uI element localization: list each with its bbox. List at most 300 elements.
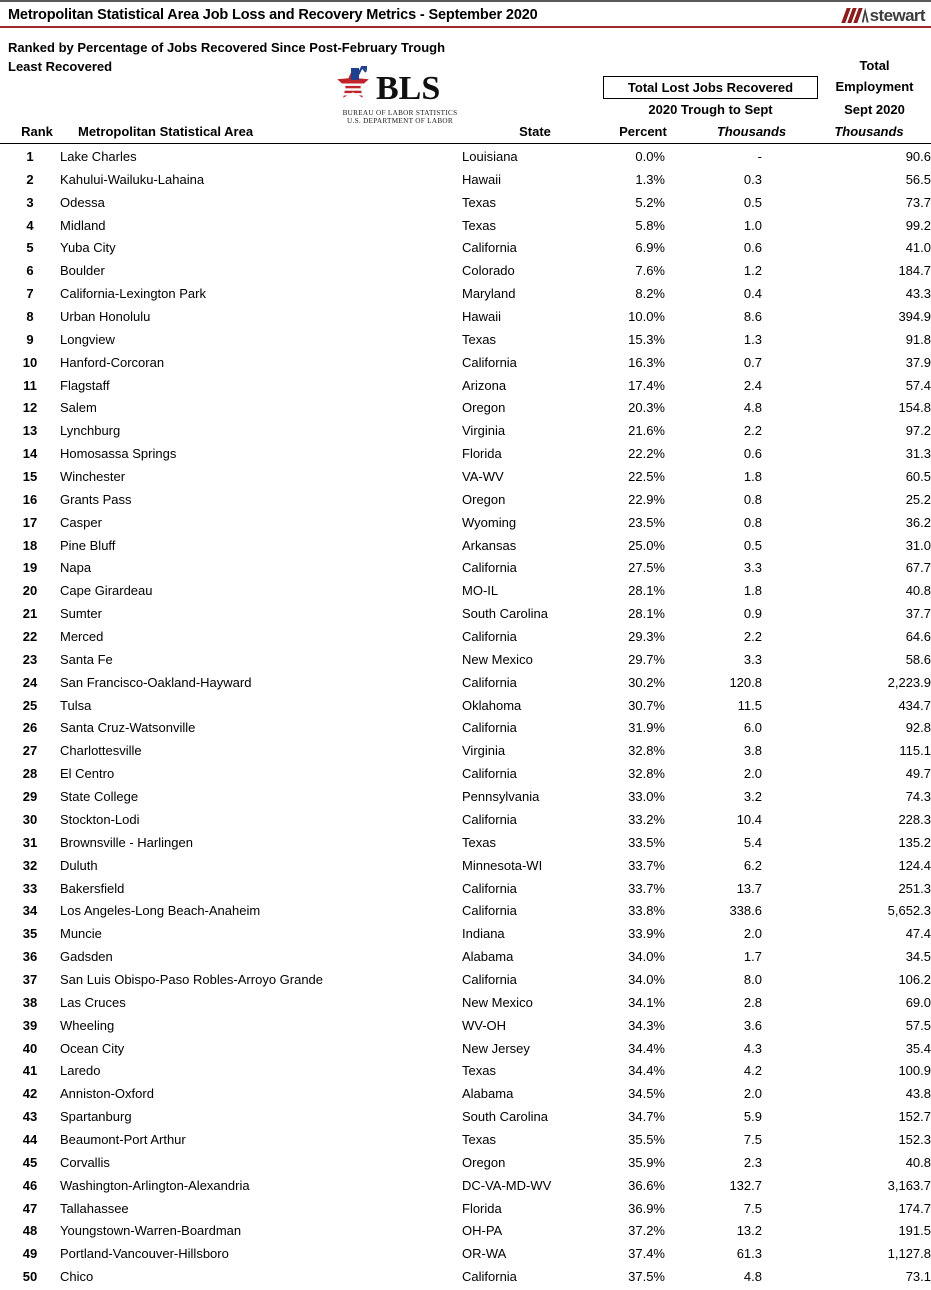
- cell-state: California: [462, 629, 517, 645]
- cell-state: California: [462, 880, 517, 896]
- cell-total-thousands: 100.9: [898, 1063, 931, 1079]
- column-header-rank: Rank: [21, 124, 53, 139]
- table-row: [0, 969, 931, 992]
- cell-msa: El Centro: [60, 766, 115, 782]
- cell-thousands: 2.4: [743, 377, 762, 393]
- cell-thousands: 2.2: [743, 423, 762, 439]
- cell-thousands: 3.3: [743, 651, 762, 667]
- cell-msa: Tallahassee: [60, 1200, 129, 1216]
- table-row: [0, 580, 931, 603]
- cell-rank: 26: [22, 720, 38, 736]
- cell-percent: 10.0%: [628, 309, 665, 325]
- cell-percent: 16.3%: [628, 354, 665, 370]
- cell-thousands: 0.5: [743, 537, 762, 553]
- cell-total-thousands: 40.8: [905, 583, 931, 599]
- cell-percent: 33.5%: [628, 834, 665, 850]
- cell-total-thousands: 74.3: [905, 789, 931, 805]
- cell-total-thousands: 174.7: [898, 1200, 931, 1216]
- cell-msa: Las Cruces: [60, 994, 126, 1010]
- cell-total-thousands: 99.2: [905, 217, 931, 233]
- cell-thousands: 5.9: [743, 1109, 762, 1125]
- cell-percent: 34.5%: [628, 1086, 665, 1102]
- cell-msa: Santa Fe: [60, 651, 113, 667]
- cell-msa: Duluth: [60, 857, 98, 873]
- cell-thousands: 13.7: [736, 880, 762, 896]
- table-row: [0, 946, 931, 969]
- cell-rank: 25: [22, 697, 38, 713]
- cell-state: California: [462, 560, 517, 576]
- table-row: [0, 809, 931, 832]
- title-bar: [0, 0, 931, 28]
- cell-state: Florida: [462, 446, 502, 462]
- table-row: [0, 1220, 931, 1243]
- cell-state: Texas: [462, 217, 496, 233]
- cell-thousands: 2.3: [743, 1154, 762, 1170]
- cell-total-thousands: 124.4: [898, 857, 931, 873]
- cell-rank: 6: [26, 263, 34, 279]
- table-row: [0, 1060, 931, 1083]
- cell-total-thousands: 43.8: [905, 1086, 931, 1102]
- cell-msa: Brownsville - Harlingen: [60, 834, 193, 850]
- cell-msa: San Luis Obispo-Paso Robles-Arroyo Grande: [60, 971, 324, 987]
- table-row: [0, 420, 931, 443]
- cell-thousands: 2.2: [743, 629, 762, 645]
- cell-total-thousands: 92.8: [905, 720, 931, 736]
- cell-percent: 6.9%: [635, 240, 665, 256]
- cell-state: DC-VA-MD-WV: [462, 1177, 552, 1193]
- cell-rank: 20: [22, 583, 38, 599]
- cell-percent: 5.2%: [635, 194, 665, 210]
- cell-rank: 33: [22, 880, 38, 896]
- table-row: [0, 992, 931, 1015]
- table-row: [0, 763, 931, 786]
- cell-state: OR-WA: [462, 1246, 507, 1262]
- cell-thousands: 1.7: [743, 949, 762, 965]
- cell-percent: 34.0%: [628, 949, 665, 965]
- cell-percent: 28.1%: [628, 583, 665, 599]
- table-column-headers: [0, 124, 931, 144]
- cell-thousands: 6.2: [743, 857, 762, 873]
- cell-state: California: [462, 720, 517, 736]
- table-row: [0, 672, 931, 695]
- cell-msa: Washington-Arlington-Alexandria: [60, 1177, 250, 1193]
- cell-msa: Lake Charles: [60, 149, 137, 164]
- cell-state: Alabama: [462, 949, 514, 965]
- cell-state: Oregon: [462, 491, 506, 507]
- cell-thousands: 8.6: [743, 309, 762, 325]
- stewart-logo: [843, 5, 925, 25]
- cell-rank: 40: [22, 1040, 38, 1056]
- column-header-thousands: Thousands: [716, 124, 787, 139]
- cell-msa: Spartanburg: [60, 1109, 132, 1125]
- cell-rank: 30: [22, 811, 38, 827]
- cell-rank: 17: [22, 514, 38, 530]
- cell-msa: Stockton-Lodi: [60, 811, 140, 827]
- cell-rank: 48: [22, 1223, 38, 1239]
- cell-rank: 19: [22, 560, 38, 576]
- cell-thousands: 0.8: [743, 491, 762, 507]
- cell-percent: 27.5%: [628, 560, 665, 576]
- table-row: [0, 603, 931, 626]
- column-header-percent: Percent: [619, 124, 667, 139]
- cell-thousands: 1.8: [743, 583, 762, 599]
- cell-percent: 8.2%: [635, 286, 665, 302]
- column-header-state: State: [519, 124, 551, 139]
- cell-rank: 21: [22, 606, 38, 622]
- cell-rank: 10: [22, 354, 38, 370]
- table-body: [0, 146, 931, 1289]
- stewart-slashes-icon: [843, 8, 869, 23]
- cell-total-thousands: 97.2: [905, 423, 931, 439]
- group-header-trough-to-sept: 2020 Trough to Sept: [648, 102, 773, 117]
- cell-percent: 21.6%: [628, 423, 665, 439]
- cell-rank: 4: [26, 217, 34, 233]
- cell-total-thousands: 31.3: [905, 446, 931, 462]
- cell-state: California: [462, 971, 517, 987]
- cell-msa: Winchester: [60, 469, 126, 485]
- cell-rank: 5: [26, 240, 34, 256]
- cell-rank: 22: [22, 629, 38, 645]
- cell-msa: Longview: [60, 331, 115, 347]
- cell-total-thousands: 37.7: [905, 606, 931, 622]
- table-row: [0, 466, 931, 489]
- subtitle-least-recovered: Least Recovered: [8, 59, 113, 74]
- msa-recovery-table: [0, 146, 931, 1289]
- cell-msa: Pine Bluff: [60, 537, 116, 553]
- column-header-total-thousands: Thousands: [834, 124, 904, 139]
- table-row: [0, 192, 931, 215]
- bls-subtitle-bureau: BUREAU OF LABOR STATISTICS: [342, 109, 458, 117]
- bls-letters: BLS: [376, 70, 441, 107]
- cell-thousands: 4.8: [743, 400, 762, 416]
- table-row: [0, 169, 931, 192]
- cell-msa: Casper: [60, 514, 102, 530]
- cell-thousands: -: [757, 149, 762, 164]
- cell-thousands: 0.6: [743, 240, 762, 256]
- cell-percent: 36.6%: [628, 1177, 665, 1193]
- cell-total-thousands: 73.1: [905, 1269, 931, 1285]
- cell-total-thousands: 91.8: [905, 331, 931, 347]
- table-row: [0, 1129, 931, 1152]
- cell-state: OH-PA: [462, 1223, 503, 1239]
- cell-state: Indiana: [462, 926, 505, 942]
- table-row: [0, 1175, 931, 1198]
- cell-percent: 34.1%: [628, 994, 665, 1010]
- cell-state: Arkansas: [462, 537, 517, 553]
- cell-rank: 41: [22, 1063, 38, 1079]
- cell-state: California: [462, 674, 517, 690]
- cell-thousands: 11.5: [737, 697, 762, 713]
- stewart-wordmark: stewart: [869, 5, 925, 25]
- cell-state: MO-IL: [462, 583, 499, 599]
- cell-total-thousands: 184.7: [898, 263, 931, 279]
- cell-state: Texas: [462, 834, 496, 850]
- cell-msa: Merced: [60, 629, 104, 645]
- table-row: [0, 626, 931, 649]
- table-row: [0, 489, 931, 512]
- table-row: [0, 740, 931, 763]
- cell-rank: 11: [23, 377, 37, 393]
- cell-rank: 45: [22, 1154, 38, 1170]
- cell-percent: 20.3%: [628, 400, 665, 416]
- cell-rank: 38: [22, 994, 38, 1010]
- table-row: [0, 375, 931, 398]
- table-row: [0, 283, 931, 306]
- cell-rank: 7: [26, 286, 34, 302]
- cell-state: Texas: [462, 331, 496, 347]
- table-row: [0, 717, 931, 740]
- cell-total-thousands: 49.7: [905, 766, 931, 782]
- cell-total-thousands: 394.9: [898, 309, 931, 325]
- cell-rank: 43: [22, 1109, 38, 1125]
- cell-msa: Flagstaff: [60, 377, 110, 393]
- cell-total-thousands: 25.2: [905, 491, 931, 507]
- cell-msa: Lynchburg: [60, 423, 121, 439]
- cell-rank: 44: [22, 1131, 38, 1147]
- cell-thousands: 120.8: [729, 674, 762, 690]
- cell-msa: Los Angeles-Long Beach-Anaheim: [60, 903, 261, 919]
- cell-msa: Napa: [60, 560, 92, 576]
- table-row: [0, 786, 931, 809]
- cell-percent: 37.4%: [628, 1246, 665, 1262]
- cell-total-thousands: 57.4: [905, 377, 931, 393]
- cell-rank: 16: [22, 491, 38, 507]
- cell-thousands: 0.4: [743, 286, 762, 302]
- cell-rank: 29: [22, 789, 38, 805]
- cell-thousands: 6.0: [743, 720, 762, 736]
- cell-thousands: 1.8: [743, 469, 762, 485]
- cell-total-thousands: 191.5: [898, 1223, 931, 1239]
- table-row: [0, 695, 931, 718]
- cell-rank: 23: [22, 651, 38, 667]
- cell-state: Virginia: [462, 423, 506, 439]
- cell-total-thousands: 35.4: [905, 1040, 931, 1056]
- cell-state: South Carolina: [462, 1109, 548, 1125]
- cell-percent: 1.3%: [635, 171, 665, 187]
- cell-total-thousands: 31.0: [905, 537, 931, 553]
- cell-total-thousands: 34.5: [905, 949, 931, 965]
- bls-subtitle-department: U.S. DEPARTMENT OF LABOR: [346, 117, 453, 125]
- cell-state: California: [462, 811, 517, 827]
- cell-state: Wyoming: [462, 514, 517, 530]
- cell-msa: Boulder: [60, 263, 105, 279]
- cell-total-thousands: 40.8: [905, 1154, 931, 1170]
- cell-thousands: 0.7: [743, 354, 762, 370]
- table-row: [0, 855, 931, 878]
- cell-rank: 28: [22, 766, 38, 782]
- cell-total-thousands: 41.0: [905, 240, 931, 256]
- cell-total-thousands: 73.7: [905, 194, 931, 210]
- cell-percent: 25.0%: [628, 537, 665, 553]
- cell-total-thousands: 434.7: [898, 697, 931, 713]
- cell-total-thousands: 251.3: [898, 880, 931, 896]
- cell-thousands: 7.5: [743, 1131, 762, 1147]
- cell-msa: Chico: [60, 1269, 94, 1285]
- cell-percent: 37.5%: [628, 1269, 665, 1285]
- cell-rank: 31: [22, 834, 38, 850]
- cell-percent: 15.3%: [628, 331, 665, 347]
- cell-thousands: 3.2: [743, 789, 762, 805]
- cell-percent: 7.6%: [635, 263, 665, 279]
- cell-state: New Jersey: [462, 1040, 530, 1056]
- table-row: [0, 215, 931, 238]
- cell-rank: 14: [22, 446, 38, 462]
- cell-msa: State College: [60, 789, 139, 805]
- table-row: [0, 649, 931, 672]
- cell-thousands: 3.3: [743, 560, 762, 576]
- column-header-msa: Metropolitan Statistical Area: [78, 124, 254, 139]
- cell-msa: Portland-Vancouver-Hillsboro: [60, 1246, 229, 1262]
- cell-total-thousands: 5,652.3: [887, 903, 931, 919]
- cell-percent: 33.7%: [628, 857, 665, 873]
- cell-total-thousands: 2,223.9: [887, 674, 931, 690]
- cell-thousands: 0.9: [743, 606, 762, 622]
- table-row: [0, 1015, 931, 1038]
- table-row: [0, 832, 931, 855]
- cell-rank: 8: [26, 309, 34, 325]
- cell-state: Alabama: [462, 1086, 514, 1102]
- cell-state: Oregon: [462, 400, 506, 416]
- cell-thousands: 5.4: [743, 834, 762, 850]
- cell-rank: 49: [22, 1246, 38, 1262]
- cell-state: New Mexico: [462, 994, 533, 1010]
- cell-total-thousands: 67.7: [905, 560, 931, 576]
- cell-percent: 32.8%: [628, 766, 665, 782]
- cell-thousands: 4.8: [743, 1269, 762, 1285]
- cell-percent: 5.8%: [635, 217, 665, 233]
- cell-percent: 33.7%: [628, 880, 665, 896]
- cell-total-thousands: 64.6: [905, 629, 931, 645]
- cell-thousands: 3.6: [743, 1017, 762, 1033]
- table-row: [0, 1083, 931, 1106]
- cell-rank: 35: [22, 926, 38, 942]
- cell-thousands: 0.3: [743, 171, 762, 187]
- cell-percent: 37.2%: [628, 1223, 665, 1239]
- cell-msa: Beaumont-Port Arthur: [60, 1131, 186, 1147]
- cell-percent: 30.2%: [628, 674, 665, 690]
- table-row: [0, 535, 931, 558]
- table-row: [0, 329, 931, 352]
- cell-rank: 39: [22, 1017, 38, 1033]
- group-header-total: Total: [859, 58, 890, 73]
- cell-rank: 34: [22, 903, 38, 919]
- cell-percent: 32.8%: [628, 743, 665, 759]
- group-header-sept-2020: Sept 2020: [844, 102, 905, 117]
- cell-percent: 23.5%: [628, 514, 665, 530]
- cell-thousands: 2.0: [743, 926, 762, 942]
- cell-state: Arizona: [462, 377, 507, 393]
- cell-percent: 34.4%: [628, 1040, 665, 1056]
- cell-rank: 47: [22, 1200, 38, 1216]
- cell-thousands: 4.3: [743, 1040, 762, 1056]
- cell-thousands: 10.4: [736, 811, 762, 827]
- cell-total-thousands: 3,163.7: [887, 1177, 931, 1193]
- cell-percent: 29.3%: [628, 629, 665, 645]
- cell-total-thousands: 47.4: [905, 926, 931, 942]
- cell-thousands: 1.3: [743, 331, 762, 347]
- cell-total-thousands: 228.3: [898, 811, 931, 827]
- cell-msa: Charlottesville: [60, 743, 142, 759]
- cell-rank: 46: [22, 1177, 38, 1193]
- cell-msa: Santa Cruz-Watsonville: [60, 720, 196, 736]
- cell-thousands: 13.2: [736, 1223, 762, 1239]
- bls-star-icon: [332, 66, 374, 106]
- cell-state: Hawaii: [462, 171, 502, 187]
- cell-state: New Mexico: [462, 651, 533, 667]
- cell-rank: 27: [22, 743, 38, 759]
- cell-rank: 37: [22, 971, 38, 987]
- table-row: [0, 1152, 931, 1175]
- cell-percent: 28.1%: [628, 606, 665, 622]
- group-header-total-lost-jobs-recovered: Total Lost Jobs Recovered: [603, 76, 818, 99]
- table-row: [0, 397, 931, 420]
- table-row: [0, 260, 931, 283]
- cell-total-thousands: 106.2: [898, 971, 931, 987]
- cell-total-thousands: 115.1: [899, 743, 931, 759]
- cell-state: Texas: [462, 1131, 496, 1147]
- cell-msa: Bakersfield: [60, 880, 125, 896]
- cell-state: Oklahoma: [462, 697, 522, 713]
- cell-total-thousands: 43.3: [905, 286, 931, 302]
- cell-rank: 13: [22, 423, 38, 439]
- cell-state: VA-WV: [462, 469, 504, 485]
- cell-total-thousands: 154.8: [898, 400, 931, 416]
- cell-percent: 33.9%: [628, 926, 665, 942]
- cell-state: Minnesota-WI: [462, 857, 543, 873]
- cell-percent: 34.0%: [628, 971, 665, 987]
- cell-total-thousands: 58.6: [905, 651, 931, 667]
- cell-thousands: 8.0: [743, 971, 762, 987]
- cell-thousands: 7.5: [743, 1200, 762, 1216]
- table-row: [0, 146, 931, 169]
- cell-state: California: [462, 1269, 517, 1285]
- cell-rank: 36: [22, 949, 38, 965]
- cell-msa: Laredo: [60, 1063, 101, 1079]
- cell-msa: Homosassa Springs: [60, 446, 177, 462]
- cell-total-thousands: 60.5: [905, 469, 931, 485]
- cell-rank: 2: [26, 171, 34, 187]
- cell-state: Virginia: [462, 743, 506, 759]
- cell-state: Texas: [462, 194, 496, 210]
- cell-msa: Ocean City: [60, 1040, 125, 1056]
- cell-thousands: 61.3: [736, 1246, 762, 1262]
- cell-state: California: [462, 903, 517, 919]
- cell-percent: 29.7%: [628, 651, 665, 667]
- cell-msa: Muncie: [60, 926, 102, 942]
- cell-msa: Wheeling: [60, 1017, 115, 1033]
- cell-percent: 33.0%: [628, 789, 665, 805]
- cell-msa: Odessa: [60, 194, 105, 210]
- cell-msa: Anniston-Oxford: [60, 1086, 154, 1102]
- cell-thousands: 2.0: [743, 766, 762, 782]
- table-row: [0, 923, 931, 946]
- cell-state: South Carolina: [462, 606, 548, 622]
- cell-msa: Youngstown-Warren-Boardman: [60, 1223, 242, 1239]
- cell-thousands: 2.8: [743, 994, 762, 1010]
- cell-thousands: 1.2: [743, 263, 762, 279]
- cell-rank: 1: [26, 149, 34, 164]
- cell-thousands: 4.2: [743, 1063, 762, 1079]
- cell-percent: 35.5%: [628, 1131, 665, 1147]
- cell-thousands: 132.7: [729, 1177, 762, 1193]
- cell-thousands: 0.5: [743, 194, 762, 210]
- cell-state: Oregon: [462, 1154, 506, 1170]
- cell-rank: 42: [22, 1086, 38, 1102]
- cell-total-thousands: 135.2: [898, 834, 931, 850]
- cell-thousands: 2.0: [743, 1086, 762, 1102]
- cell-msa: Yuba City: [60, 240, 116, 256]
- cell-rank: 3: [26, 194, 34, 210]
